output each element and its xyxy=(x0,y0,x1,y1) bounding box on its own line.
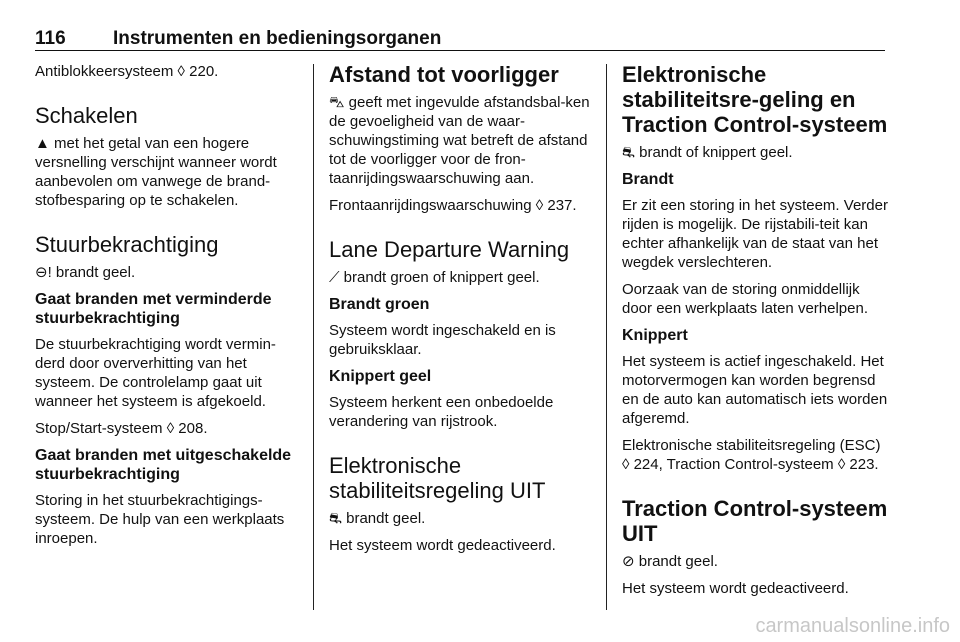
heading-verminderd: Gaat branden met verminderde stuurbekrachtiging xyxy=(35,291,272,327)
heading-esc-uit: Elektronische stabiliteitsregeling UIT xyxy=(329,453,546,503)
heading-esc: Elektronische stabiliteitsre-geling en Traction Control-systeem xyxy=(622,62,888,137)
heading-lane: Lane Departure Warning xyxy=(329,237,570,262)
text-esc: ⛐ brandt of knippert geel. xyxy=(622,144,793,161)
page-title: Instrumenten en bedieningsorganen xyxy=(113,28,442,49)
text-knippert-geel: Systeem herkent een onbedoelde verandering van rijstrook. xyxy=(329,394,554,430)
text-brandt-1: Er zit een storing in het systeem. Verder rijden is mogelijk. De rijstabili-teit kan echter afhankelijk van de staat van het wegdek verslechteren. xyxy=(622,197,888,271)
text-afstand: ⛍ geeft met ingevulde afstandsbal-ken de gevoeligheid van de waar-schuwingstiming wat betreft de afstand tot de voorligger voor de fron-taanrijdingswaarschuwing aan. xyxy=(329,94,590,187)
heading-brandt-groen: Brandt groen xyxy=(329,296,430,313)
text-stuurbekrachtiging: ⊖! brandt geel. xyxy=(35,264,136,281)
text-schakelen: ▲ met het getal van een hogere versnelling verschijnt wanneer wordt aanbevolen om vanwege de brand-stofbesparing op te schakelen. xyxy=(35,135,277,209)
text-brandt-groen: Systeem wordt ingeschakeld en is gebruiksklaar. xyxy=(329,322,556,358)
text-lane: ⟋ brandt groen of knippert geel. xyxy=(329,269,540,286)
heading-knippert-geel: Knippert geel xyxy=(329,368,432,385)
text-knippert-2: Elektronische stabiliteitsregeling (ESC) ◊ 224, Traction Control-systeem ◊ 223. xyxy=(622,437,881,473)
heading-stuurbekrachtiging: Stuurbekrachtiging xyxy=(35,232,219,257)
text-knippert-1: Het systeem is actief ingeschakeld. Het motorvermogen kan worden begrensd en de auto kan automatisch iets worden afgeremd. xyxy=(622,353,888,427)
text-esc-uit-1: ⛐ brandt geel. xyxy=(329,510,426,527)
column-divider-1 xyxy=(313,64,314,610)
column-2 xyxy=(329,62,595,563)
intro-text: Antiblokkeersysteem ◊ 220. xyxy=(35,63,219,80)
text-esc-uit-2: Het systeem wordt gedeactiveerd. xyxy=(329,537,556,554)
column-1 xyxy=(35,62,301,556)
page-header xyxy=(35,22,885,51)
heading-uitgeschakeld: Gaat branden met uitgeschakelde stuurbekrachtiging xyxy=(35,447,292,483)
text-brandt-2: Oorzaak van de storing onmiddellijk door een werkplaats laten verhelpen. xyxy=(622,281,868,317)
heading-brandt: Brandt xyxy=(622,171,674,188)
text-verminderd: De stuurbekrachtiging wordt vermin-derd door oververhitting van het systeem. De controlelamp gaat uit wanneer het systeem is afgekoeld. xyxy=(35,336,276,410)
text-tc-uit-1: ⊘ brandt geel. xyxy=(622,553,718,570)
text-startstop: Stop/Start-systeem ◊ 208. xyxy=(35,420,208,437)
heading-afstand: Afstand tot voorligger xyxy=(329,62,559,87)
text-uitgeschakeld: Storing in het stuurbekrachtigings-systeem. De hulp van een werkplaats inroepen. xyxy=(35,492,285,547)
column-divider-2 xyxy=(606,64,607,610)
page-number: 116 xyxy=(35,28,66,49)
text-tc-uit-2: Het systeem wordt gedeactiveerd. xyxy=(622,580,849,597)
heading-knippert: Knippert xyxy=(622,327,688,344)
heading-schakelen: Schakelen xyxy=(35,103,138,128)
text-frontaanrijding: Frontaanrijdingswaarschuwing ◊ 237. xyxy=(329,197,577,214)
column-3 xyxy=(622,62,888,606)
heading-tc-uit: Traction Control-systeem UIT xyxy=(622,496,888,546)
watermark: carmanualsonline.info xyxy=(755,615,950,637)
